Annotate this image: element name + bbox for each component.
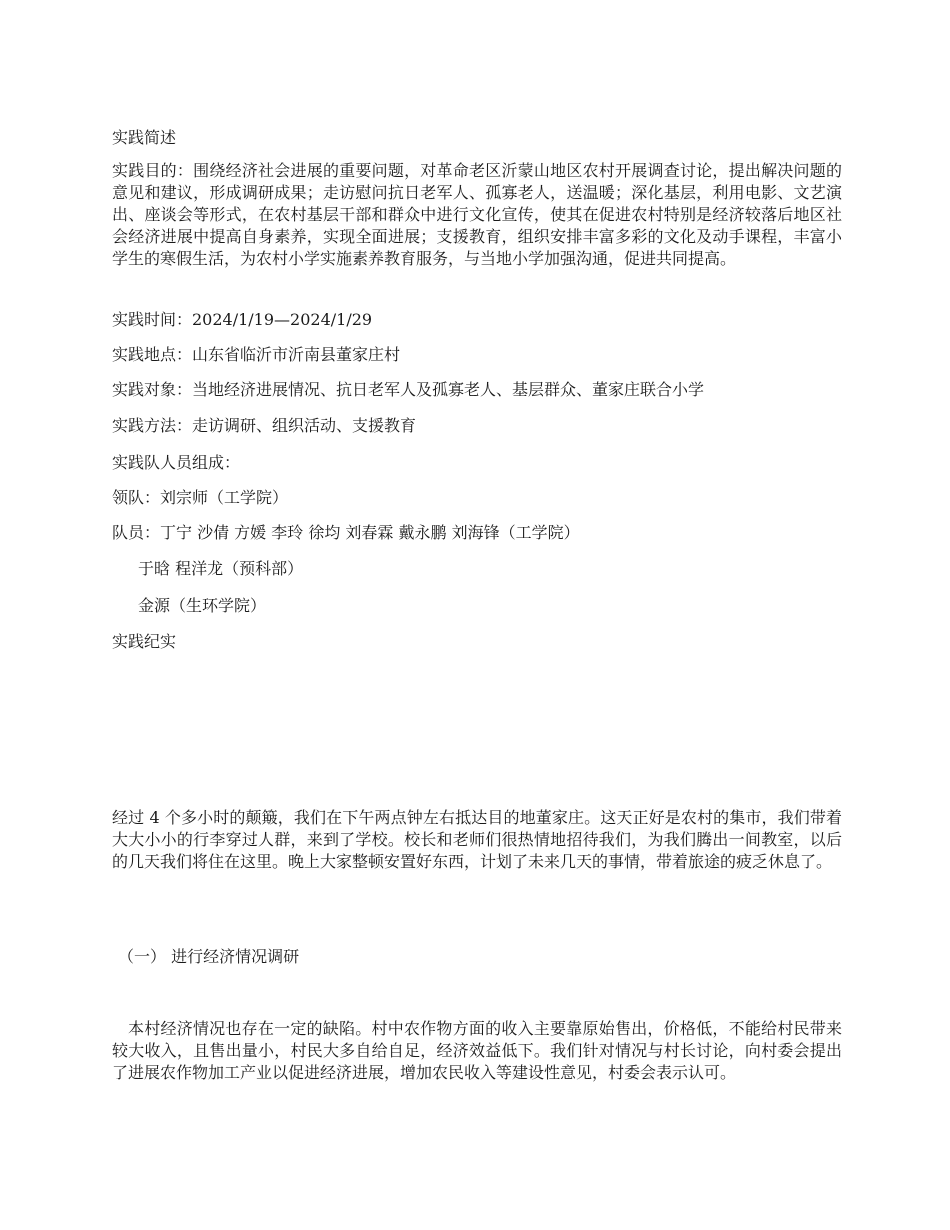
line-targets: 实践对象：当地经济进展情况、抗日老军人及孤寡老人、基层群众、董家庄联合小学 [112,380,705,399]
line-leader: 领队：刘宗师（工学院） [112,488,289,507]
paragraph-economy: 本村经济情况也存在一定的缺陷。村中农作物方面的收入主要靠原始售出，价格低，不能给村民带来较大收入，且售出量小，村民大多自给自足，经济效益低下。我们针对情况与村长讨论，向村委会提出了进展农作物加工产业以促进经济进展，增加农民收入等建设性意见，村委会表示认可。 [112,1019,842,1082]
line-time: 实践时间：2024/1/19—2024/1/29 [112,310,373,329]
line-location: 实践地点：山东省临沂市沂南县董家庄村 [112,345,401,364]
line-members-1: 队员：丁宁 沙倩 方媛 李玲 徐均 刘春霖 戴永鹏 刘海锋（工学院） [112,523,580,542]
line-members-2: 于晗 程洋龙（预科部） [138,559,304,578]
team-heading: 实践队人员组成： [112,453,241,472]
paragraph-purpose: 实践目的：围绕经济社会进展的重要问题，对革命老区沂蒙山地区农村开展调查讨论，提出解决问题的意见和建议，形成调研成果；走访慰问抗日老军人、孤寡老人，送温暖；深化基层，利用电影、文艺演出、座谈会等形式，在农村基层干部和群众中进行文化宣传，使其在促进农村特别是经济较落后地区社会经济进展中提高自身素养，实现全面进展；支援教育，组织安排丰富多彩的文化及动手课程，丰富小学生的寒假生活，为农村小学实施素养教育服务，与当地小学加强沟通，促进共同提高。 [112,161,842,268]
section-1-title: （一） 进行经济情况调研 [118,947,300,966]
paragraph-arrival: 经过 4 个多小时的颠簸，我们在下午两点钟左右抵达目的地董家庄。这天正好是农村的集市，我们带着大大小小的行李穿过人群，来到了学校。校长和老师们很热情地招待我们，为我们腾出一间教室，以后的几天我们将住在这里。晚上大家整顿安置好东西，计划了未来几天的事情，带着旅途的疲乏休息了。 [112,808,842,871]
line-members-3: 金源（生环学院） [138,596,267,615]
line-methods: 实践方法：走访调研、组织活动、支援教育 [112,416,417,435]
heading-record: 实践纪实 [112,632,177,651]
heading-summary: 实践简述 [112,128,177,147]
